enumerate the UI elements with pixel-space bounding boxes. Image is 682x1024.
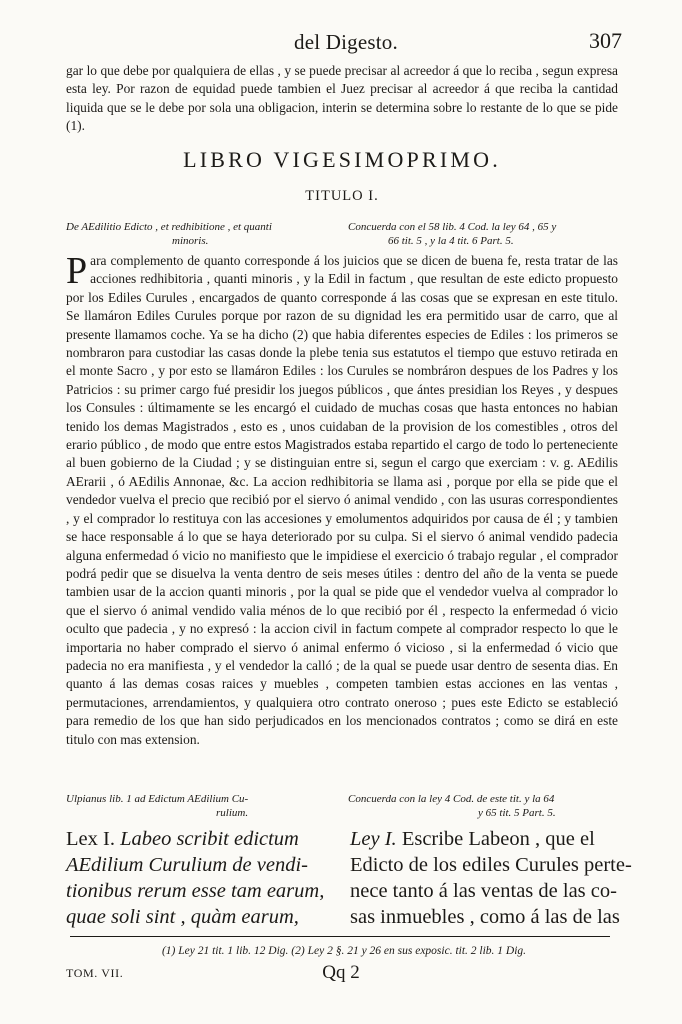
signature-mark: Qq 2 [322,962,360,983]
spanish-line: Edicto de los ediles Curules perte- [350,854,632,876]
intro-paragraph: gar lo que debe por qualquiera de ellas , y se puede precisar al acreedor á que lo reciba , segun expresa esta ley. Por razon de equidad puede tambien el Juez precisar al acreedor á que reciba la cantidad liquida que se le debe por sola una obligacion, interin se determina sobre lo restante de lo que se pide (1). [66,63,618,134]
reference-concordance-line1: Concuerda con el 58 lib. 4 Cod. la ley 64 , 65 y [348,221,557,233]
latin-line [66,826,336,852]
reference-concordance [348,220,622,248]
latin-line: quae soli sint , quàm earum, [66,906,299,928]
reference-source [66,792,336,820]
drop-cap: P [66,250,88,292]
body-text: ara complemento de quanto corresponde á los juicios que se dicen de buena fe, resta tratar de las acciones redhibitoria , quanti minoris , y la Edil in factum , que resultan de este edicto propuesto por los Ediles Curules , encargados de quanto corresponde á las cosas que se expresan en este titulo. Se llamáron Ediles Curules porque por razon de su dignidad les era permitido usar de carro, que al presente llamamos coche. Ya se ha dicho (2) que habia diferentes especies de Ediles : los primeros se nombraron para custodiar las casas donde la plebe tenia sus estatutos el tiempo que estuvo retirada en el monte Sacro , y por esto se llamáron Ediles : los Curules se nombráron despues de los Padres y los Patricios : su primer cargo fué presidir los juegos públicos , que ántes presidian los Reyes , y despues los Consules : últimamente se les encargó el cuidado de muchas cosas que hasta entonces no habian tenido los demas Magistrados , esto es , unos cuidaban de la provision de los comestibles , otros del erario público , de modo que entre estos Magistrados estaba repartido el cargo de todo lo perteneciente al buen gobierno de la Ciudad ; y se distinguian entre si, segun el cargo que exerciam : v. g. AEdilis AErarii , ó AEdilis Annonae, &c. La accion redhibitoria se llama asi , porque por ella se pide que el vendedor vuelva el precio que recibió por el siervo ó animal vendido , con las usuras correspondientes , y el comprador lo restituya con las accesiones y emolumentos adquiridos por causa de él ; y tambien se hace responsable á lo que se haya deteriorado por su culpa. Si el siervo ó animal vendido padecia alguna enfermedad ó vicio no manifiesto que le impidiese el exercicio ó trabajo regular , el comprador podrá pedir que se disuelva la venta dentro de seis meses útiles : dentro del año de la venta se puede tambien usar de la accion quanti minoris , por la qual se pide que el vendedor vuelva al comprador lo que el siervo ó animal vendido valia ménos de lo que recibió por él , respecto la enfermedad ó vicio oculto que padecia , y no expresó : la accion civil in factum compete al comprador respecto lo que le importaria no haber comprado el siervo ó animal enfermo ó vicioso , si la enfermedad ó vicio que padecia no era manifiesta , y el vendedor la calló ; de la qual se puede usar dentro de sesenta dias. En quanto á las demas cosas raices y muebles , competen tambien estas acciones en las ventas , permutaciones, arrendamientos, y qualquiera otro contrato oneroso ; pues este Edicto se estableció para remedio de los que han sido perjudicados en los mencionados contratos ; como se dirá en este titulo con mas extension. [66,253,618,747]
latin-line: AEdilium Curulium de vendi- [66,854,308,876]
law-references [66,792,622,824]
spanish-line [350,826,622,852]
spanish-line: nece tanto á las ventas de las co- [350,880,617,902]
reference-latin-line1: De AEdilitio Edicto , et redhibitione , et quanti [66,221,272,233]
volume-label: TOM. VII. [66,966,124,980]
reference-source-line1: Ulpianus lib. 1 ad Edictum AEdilium Cu- [66,793,249,805]
book-heading: LIBRO VIGESIMOPRIMO. [183,147,501,172]
spanish-line: sas inmuebles , como á las de las [350,906,620,928]
page-header [70,30,622,54]
section-references [66,220,622,254]
latin-column [66,826,336,930]
running-title: del Digesto. [294,30,398,54]
latin-line-text: Labeo scribit edictum [120,828,299,850]
title-heading: TITULO I. [305,188,379,204]
spanish-line-text: Escribe Labeon , que el [401,828,595,850]
footnote: (1) Ley 21 tit. 1 lib. 12 Dig. (2) Ley 2 §. 21 y 26 en sus exposic. tit. 2 lib. 1 Dig. [161,945,527,957]
spanish-column [350,826,632,930]
reference-latin [66,220,336,248]
reference-concordance-2 [348,792,622,820]
latin-lead: Lex I. [66,828,115,850]
reference-concordance-line2: 66 tit. 5 , y la 4 tit. 6 Part. 5. [388,235,514,247]
footnote-divider [70,936,610,937]
reference-concordance-2-line2: y 65 tit. 5 Part. 5. [478,807,556,819]
reference-concordance-2-line1: Concuerda con la ley 4 Cod. de este tit. y la 64 [348,793,555,805]
body-paragraph [66,252,618,749]
reference-latin-line2: minoris. [172,235,209,247]
spanish-lead: Ley I. [350,828,397,850]
page-number: 307 [589,28,622,53]
reference-source-line2: rulium. [216,807,249,819]
latin-line: tionibus rerum esse tam earum, [66,880,325,902]
